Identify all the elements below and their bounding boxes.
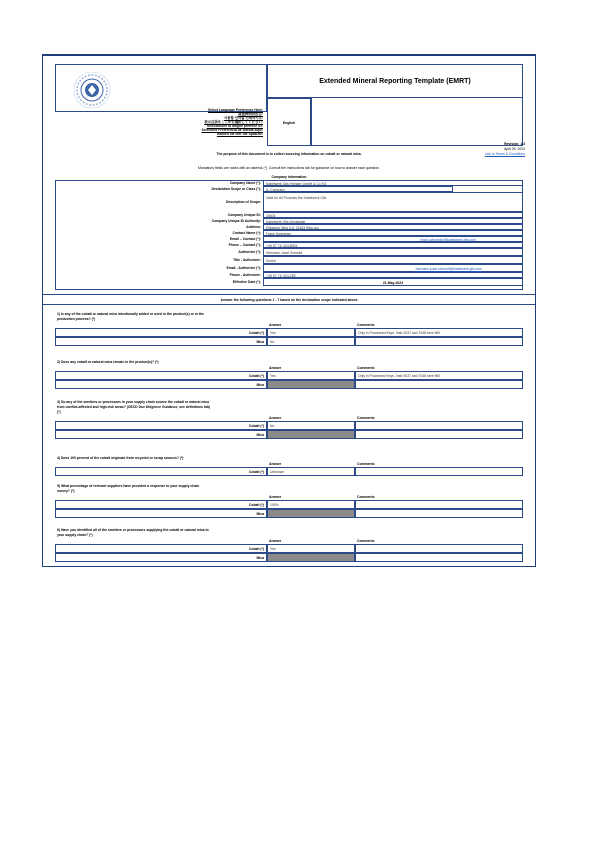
section-divider bbox=[43, 294, 535, 295]
company-field-label: Company Name (*): bbox=[229, 181, 261, 185]
comment-field[interactable] bbox=[355, 500, 523, 509]
question-row-label bbox=[55, 553, 267, 562]
company-field-value: Doctor bbox=[266, 259, 276, 263]
answer-dropdown[interactable]: Yes bbox=[267, 544, 355, 553]
comment-field[interactable] bbox=[355, 553, 523, 562]
comment-field[interactable]: Only in Processed Keys, Instr 0037 and 7048 sere 960 bbox=[355, 328, 523, 337]
company-field-value: Kabelwerk Gils Worldwide bbox=[266, 220, 306, 224]
purpose-text: The purpose of this document is to collect sourcing information on cobalt or natural mica. bbox=[216, 152, 362, 156]
question-text: 3) Do any of the smelters or processors in your supply chain source the cobalt or natural mica bbox=[57, 400, 210, 404]
rmi-logo-icon bbox=[70, 68, 114, 112]
company-field-value: A. Company bbox=[266, 188, 285, 192]
answer-dropdown[interactable] bbox=[267, 553, 355, 562]
company-field-value: Frank Schneider bbox=[266, 232, 291, 236]
question-text: 2) Does any cobalt or natural mica remain in the product(s)? (*) bbox=[57, 360, 159, 364]
company-field-value: +49 37 71/ 424-259 bbox=[266, 274, 296, 278]
company-field-label: Authorizer (*): bbox=[238, 250, 261, 254]
company-field-value: 21-May-2024 bbox=[382, 281, 404, 285]
answer-dropdown[interactable]: Yes bbox=[267, 371, 355, 380]
answer-dropdown[interactable] bbox=[267, 509, 355, 518]
answer-dropdown[interactable]: Yes bbox=[267, 328, 355, 337]
questions-heading: Answer the following questions 1 - 7 based on the declaration scope indicated above bbox=[220, 298, 358, 302]
question-text: survey? (*) bbox=[57, 489, 75, 493]
company-field-value: frank.schneider@kabelwerk-gils.com bbox=[420, 238, 476, 242]
answer-column-header: Answer bbox=[269, 539, 282, 543]
logo-box bbox=[55, 64, 267, 112]
question-text: 4) Does 100 percent of the cobalt originate from recycled or scrap sources? (*) bbox=[57, 456, 184, 460]
company-field-label: Company Unique ID Authority: bbox=[211, 219, 261, 223]
row-label-text: Mica bbox=[256, 383, 264, 387]
row-label-text: Cobalt (*) bbox=[248, 470, 264, 474]
comment-field[interactable] bbox=[355, 380, 523, 389]
comment-field[interactable] bbox=[355, 509, 523, 518]
language-label: 사용할 언어를 선택하시오: bbox=[223, 116, 263, 120]
language-label: 请选择你的语言: bbox=[238, 112, 263, 116]
comment-field[interactable] bbox=[355, 421, 523, 430]
answer-dropdown[interactable]: Unknown bbox=[267, 467, 355, 476]
row-label-text: Mica bbox=[256, 433, 264, 437]
company-field-value: +49 37 71/ 424-8001 bbox=[266, 244, 298, 248]
revision-date: April 26, 2024 bbox=[504, 147, 525, 151]
language-label: Select Language Preference Here: bbox=[207, 108, 263, 112]
language-label: Selecione Preferência de idioma Aqui: bbox=[201, 128, 263, 132]
company-field-label: Phone – Contact (*): bbox=[228, 243, 261, 247]
question-text: 6) Have you identified all of the smelters or processors supplying the cobalt or natural mica to bbox=[57, 528, 209, 532]
language-value: English bbox=[282, 121, 296, 125]
comments-column-header: Comments bbox=[357, 366, 375, 370]
company-field-value: Hermann-Josef Schmidt bbox=[266, 251, 303, 255]
company-field-label: Email – Contact (*): bbox=[229, 237, 261, 241]
question-text: from conflict-affected and high-risk areas? (OECD Due Diligence Guidance, see definitions tab) bbox=[57, 405, 211, 409]
company-field-row bbox=[55, 192, 523, 212]
row-label-text: Cobalt (*) bbox=[248, 503, 264, 507]
row-label-text: Mica bbox=[256, 512, 264, 516]
company-field-label: Address: bbox=[246, 225, 261, 229]
company-field-input[interactable] bbox=[263, 192, 523, 212]
comment-field[interactable] bbox=[355, 467, 523, 476]
company-field-row bbox=[55, 264, 523, 272]
answer-column-header: Answer bbox=[269, 462, 282, 466]
question-row-label bbox=[55, 421, 267, 430]
mandatory-note: Mandatory fields are noted with an asterisk (*). Consult the instructions tab for guidance on how to answer each question. bbox=[198, 166, 380, 170]
comments-column-header: Comments bbox=[357, 495, 375, 499]
row-label-text: Mica bbox=[256, 556, 264, 560]
question-text: production process? (*) bbox=[57, 317, 96, 321]
question-text: (*) bbox=[57, 410, 61, 414]
comment-field[interactable] bbox=[355, 544, 523, 553]
question-row-label bbox=[55, 467, 267, 476]
company-field-input[interactable] bbox=[263, 264, 523, 272]
company-field-label: Effective Date (*): bbox=[232, 280, 261, 284]
company-field-value: Valid for All Products the Kabelwerk Gils bbox=[266, 196, 327, 200]
comments-column-header: Comments bbox=[357, 416, 375, 420]
question-row-label bbox=[55, 371, 267, 380]
company-field-label: Title - Authorizer: bbox=[233, 258, 261, 262]
terms-link[interactable]: Link to Terms & Conditions bbox=[484, 152, 525, 156]
answer-dropdown[interactable]: No bbox=[267, 337, 355, 346]
company-field-value: 18403 bbox=[266, 214, 276, 218]
question-row-label bbox=[55, 509, 267, 518]
company-field-input[interactable] bbox=[263, 256, 523, 264]
company-field-input[interactable] bbox=[263, 248, 523, 256]
question-row-label bbox=[55, 337, 267, 346]
comment-field[interactable] bbox=[355, 430, 523, 439]
company-field-label: Description of Scope: bbox=[225, 200, 261, 204]
answer-dropdown[interactable] bbox=[267, 430, 355, 439]
question-row-label bbox=[55, 430, 267, 439]
comments-column-header: Comments bbox=[357, 323, 375, 327]
comment-field[interactable] bbox=[355, 337, 523, 346]
title-box bbox=[267, 64, 523, 98]
company-field-label: Company Unique ID: bbox=[227, 213, 261, 217]
language-label: Sélectionner la langue préférée ici: bbox=[206, 124, 263, 128]
answer-dropdown[interactable]: 100% bbox=[267, 500, 355, 509]
language-labels bbox=[147, 108, 263, 136]
row-label-text: Cobalt (*) bbox=[248, 424, 264, 428]
row-label-text: Mica bbox=[256, 340, 264, 344]
answer-column-header: Answer bbox=[269, 366, 282, 370]
company-field-value: Ellbacher Weg 3-5, 21483 Elbs.org bbox=[266, 226, 319, 230]
question-text: 5) What percentage of relevant suppliers have provided a response to your supply chain bbox=[57, 484, 200, 488]
company-rows bbox=[55, 180, 523, 290]
row-label-text: Cobalt (*) bbox=[248, 374, 264, 378]
emrt-sheet bbox=[42, 54, 536, 567]
language-label: 表示言語をここから選択してください: bbox=[204, 120, 263, 124]
company-heading: Company Information bbox=[271, 175, 307, 179]
company-field-row bbox=[55, 278, 523, 286]
company-field-row bbox=[55, 256, 523, 264]
questions-area bbox=[55, 308, 523, 564]
question-row-label bbox=[55, 380, 267, 389]
row-label-text: Cobalt (*) bbox=[248, 547, 264, 551]
language-select[interactable] bbox=[267, 98, 311, 146]
page-title: Extended Mineral Reporting Template (EMRT) bbox=[319, 78, 471, 85]
question-row-label bbox=[55, 500, 267, 509]
answer-column-header: Answer bbox=[269, 323, 282, 327]
answer-dropdown[interactable]: No bbox=[267, 421, 355, 430]
question-text: your supply chain? (*) bbox=[57, 533, 93, 537]
company-field-value: hermann.josef.schmidt@kabelwerk-gils.com bbox=[415, 267, 482, 271]
company-field-label: Contact Name (*): bbox=[232, 231, 261, 235]
answer-column-header: Answer bbox=[269, 495, 282, 499]
company-field-label: Declaration Scope or Class (*): bbox=[211, 187, 261, 191]
company-field-input[interactable] bbox=[263, 278, 523, 286]
company-field-row bbox=[55, 248, 523, 256]
question-row-label bbox=[55, 328, 267, 337]
company-field-value: Kabelwerk Gils Heinder GmbH & Co KG bbox=[266, 182, 327, 186]
comment-field[interactable]: Only in Processed Keys, Instr 0037 and 7048 sere 960 bbox=[355, 371, 523, 380]
question-row-label bbox=[55, 544, 267, 553]
revision-label: Revision: 1.3 bbox=[504, 142, 525, 146]
row-label-text: Cobalt (*) bbox=[248, 331, 264, 335]
comments-column-header: Comments bbox=[357, 539, 375, 543]
section-divider bbox=[43, 304, 535, 305]
language-label: Wählen sie hier die Sprache: bbox=[216, 132, 263, 136]
comments-column-header: Comments bbox=[357, 462, 375, 466]
question-text: 1) Is any of the cobalt or natural mica intentionally added or used in the product(s) or in the bbox=[57, 312, 204, 316]
company-field-label: Phone - Authorizer: bbox=[229, 273, 261, 277]
company-field-label: Email - Authorizer (*): bbox=[226, 266, 261, 270]
answer-column-header: Answer bbox=[269, 416, 282, 420]
language-right-box bbox=[311, 98, 523, 146]
answer-dropdown[interactable] bbox=[267, 380, 355, 389]
